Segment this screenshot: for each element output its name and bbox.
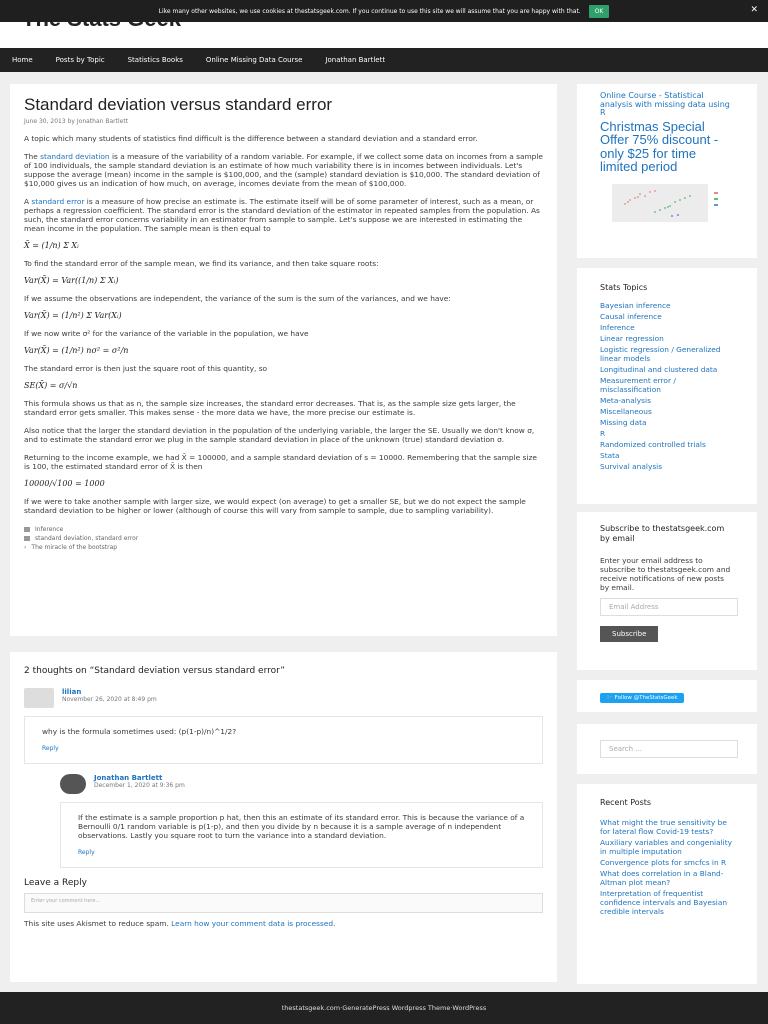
reply-button[interactable]: Reply [42, 745, 59, 752]
recent-post-item[interactable]: What does correlation in a Bland-Altman plot mean? [600, 869, 724, 887]
akismet-link[interactable]: Learn how your comment data is processed. [171, 919, 336, 928]
recent-posts-widget [577, 784, 757, 984]
promo-chart-image[interactable] [600, 182, 736, 226]
topics-title: Stats Topics [600, 283, 648, 292]
topic-item[interactable]: Longitudinal and clustered data [600, 365, 718, 374]
recent-title: Recent Posts [600, 798, 652, 807]
topic-item[interactable]: Missing data [600, 418, 647, 427]
equation-1: X̄ = (1/n) Σ Xᵢ [24, 241, 79, 250]
topic-item[interactable]: Survival analysis [600, 462, 663, 471]
post-date[interactable]: June 30, 2013 [24, 118, 66, 125]
recent-post-item[interactable]: Auxiliary variables and congeniality in multiple imputation [600, 838, 732, 856]
close-icon[interactable]: ✕ [750, 5, 758, 15]
comment-body [60, 802, 543, 868]
email-field[interactable]: Email Address [600, 598, 738, 616]
para-11: If we were to take another sample with larger size, we would expect (on average) to get a smaller SE, but we do not expect the sample standard deviation to be higher or lower (although of course this will vary from sample to sample, due to sampling variability). [24, 497, 526, 515]
para-3 [24, 197, 543, 233]
site-footer [0, 992, 768, 1024]
footer-sep: · [340, 1004, 343, 1012]
cookie-ok-button[interactable]: OK [589, 5, 610, 18]
nav-item-home[interactable]: Home [12, 56, 33, 64]
search-input[interactable]: Search ... [600, 740, 738, 758]
promo-offer[interactable]: Christmas Special Offer 75% discount - only $25 for time limited period [600, 118, 719, 174]
recent-post-item[interactable]: What might the true sensitivity be for lateral flow Covid-19 tests? [600, 818, 727, 836]
subscribe-title: Subscribe to thestatsgeek.com by email [600, 524, 725, 543]
para-7: The standard error is then just the square root of this quantity, so [24, 364, 268, 373]
equation-2: Var(X̄) = Var((1/n) Σ Xᵢ) [24, 276, 119, 285]
topic-item[interactable]: Meta-analysis [600, 396, 651, 405]
twitter-widget [577, 680, 757, 712]
text: is a measure of how precise an estimate is. The estimate itself will be of some parameter of interest, such as a mean, or perhaps a regression coefficient. The standard error is the standard deviation of the estimator in repeated samples from the population. As such, the standard error concerns variability in an estimator from sample to sample. Let's suppose we are interested in estimating the mean income in the population. The sample mean is then equal to [24, 197, 540, 233]
cookie-text: Like many other websites, we use cookies at thestatsgeek.com. If you continue to use this site we will assume that you are happy with that. [158, 7, 581, 15]
comment-text: why is the formula sometimes used: (p(1-p)/n)^1/2? [42, 727, 237, 736]
footer-wordpress-link[interactable]: WordPress [452, 1004, 487, 1012]
footer-site-link[interactable]: thestatsgeek.com [281, 1004, 341, 1012]
category-link[interactable]: Inference [35, 526, 64, 533]
para-10: Returning to the income example, we had X̄ = 100000, and a sample standard deviation of s = 10000. Remembering that the sample size is 100, the estimated standard error of X̄ is then [24, 453, 537, 471]
topic-item[interactable]: Causal inference [600, 312, 662, 321]
nav-item-missing-data-course[interactable]: Online Missing Data Course [205, 56, 303, 64]
avatar [24, 688, 54, 708]
post-author[interactable]: Jonathan Bartlett [76, 118, 129, 125]
link-standard-deviation[interactable]: standard deviation [40, 152, 110, 161]
nav-item-statistics-books[interactable]: Statistics Books [127, 56, 183, 64]
post-by: by [67, 118, 75, 125]
comment-text: If the estimate is a sample proportion p hat, then this an estimate of its standard error. This is because the variance of a Bernoulli 0/1 random variable is p(1-p), and then you divide by n because it is a sample average of n independent observations. Lastly you square root to turn the variance into a standard deviation. [78, 813, 525, 840]
topics-widget [577, 268, 757, 504]
akismet-notice [24, 919, 543, 928]
post-footer-meta [24, 525, 543, 552]
subscribe-text: Enter your email address to subscribe to thestatsgeek.com and receive notifications of new posts by email. [600, 556, 731, 592]
topic-item[interactable]: Randomized controlled trials [600, 440, 706, 449]
chevron-right-icon: › [24, 544, 27, 551]
page-title: Standard deviation versus standard error [24, 95, 333, 114]
topic-item[interactable]: Linear regression [600, 334, 664, 343]
nav-item-posts-by-topic[interactable]: Posts by Topic [55, 56, 105, 64]
para-1: A topic which many students of statistics find difficult is the difference between a standard deviation and a standard error. [24, 134, 478, 143]
comments-section [10, 652, 557, 982]
reply-button[interactable]: Reply [78, 849, 95, 856]
comment [24, 688, 543, 764]
search-widget [577, 724, 757, 774]
para-4: To find the standard error of the sample mean, we find its variance, and then take square roots: [24, 259, 379, 268]
text: is a measure of the variability of a random variable. For example, if we collect some data on incomes from a sample of 100 individuals, the sample standard deviation is an estimate of how much variability there is in incomes between individuals. Let's suppose the average (mean) income in the sample is $100,000, and the (sample) standard deviation is $10,000. The standard deviation of $10,000 gives us an indication of how much, on average, incomes deviate from the mean of $100,000. [24, 152, 543, 188]
para-5: If we assume the observations are independent, the variance of the sum is the sum of the variances, and we have: [24, 294, 451, 303]
comment-body [24, 716, 543, 764]
folder-icon [24, 527, 30, 532]
topic-item[interactable]: Miscellaneous [600, 407, 652, 416]
equation-6: 10000/√100 = 1000 [24, 479, 105, 488]
recent-post-item[interactable]: Convergence plots for smcfcs in R [600, 858, 727, 867]
twitter-follow-label: Follow @TheStatsGeek [614, 695, 678, 701]
para-2 [24, 152, 543, 188]
footer-theme-link[interactable]: GeneratePress Wordpress Theme [342, 1004, 451, 1012]
article [10, 84, 557, 636]
subscribe-widget [577, 512, 757, 670]
main-nav [0, 48, 768, 72]
next-post-link[interactable]: The miracle of the bootstrap [31, 544, 118, 551]
tag-icon [24, 536, 30, 541]
text: This site uses Akismet to reduce spam. [24, 919, 172, 928]
para-8: This formula shows us that as n, the sample size increases, the standard error decreases. That is, as the sample size gets larger, the standard error gets smaller. This makes sense - the more data we have, the more precise our estimate is. [24, 399, 516, 417]
para-6: If we now write σ² for the variance of the variable in the population, we have [24, 329, 309, 338]
equation-3: Var(X̄) = (1/n²) Σ Var(Xᵢ) [24, 311, 122, 320]
topic-item[interactable]: Logistic regression / Generalized linear models [600, 345, 721, 363]
comment-author[interactable]: lilian [62, 688, 82, 696]
cookie-bar [0, 0, 768, 22]
comment-date[interactable]: December 1, 2020 at 9:36 pm [94, 782, 185, 789]
comment-author[interactable]: Jonathan Bartlett [94, 774, 163, 782]
topic-item[interactable]: Measurement error / misclassification [600, 376, 676, 394]
twitter-icon: 🐦 [606, 695, 615, 701]
para-9: Also notice that the larger the standard deviation in the population of the underlying variable, the larger the SE. Usually we don't know σ, and to estimate the standard error we plug in the sample standard deviation in place of the unknown (true) standard deviation σ. [24, 426, 535, 444]
recent-post-item[interactable]: Interpretation of frequentist confidence intervals and Bayesian credible intervals [600, 889, 728, 916]
subscribe-button[interactable]: Subscribe [600, 626, 658, 642]
link-standard-error[interactable]: standard error [31, 197, 85, 206]
nav-item-jonathan-bartlett[interactable]: Jonathan Bartlett [325, 56, 386, 64]
recent-list [600, 818, 734, 916]
tags-link[interactable]: standard deviation, standard error [35, 535, 139, 542]
equation-4: Var(X̄) = (1/n²) nσ² = σ²/n [24, 346, 129, 355]
topics-list [600, 301, 734, 471]
promo-title[interactable]: Online Course - Statistical analysis with missing data using R [600, 91, 730, 117]
text: A [24, 197, 32, 206]
twitter-follow-button[interactable] [600, 693, 684, 703]
leave-reply-title: Leave a Reply [24, 878, 87, 888]
topic-item[interactable]: Bayesian inference [600, 301, 671, 310]
topic-item[interactable]: Inference [600, 323, 635, 332]
topic-item[interactable]: R [600, 429, 606, 438]
post-meta [24, 118, 543, 125]
comment-textarea[interactable]: Enter your comment here... [24, 893, 543, 913]
avatar [60, 774, 86, 794]
comments-title: 2 thoughts on “Standard deviation versus standard error” [24, 666, 285, 676]
equation-5: SE(X̄) = σ/√n [24, 381, 78, 390]
comment [60, 774, 543, 868]
footer-sep: · [450, 1004, 453, 1012]
text: The [24, 152, 41, 161]
promo-widget [577, 84, 757, 258]
topic-item[interactable]: Stata [600, 451, 620, 460]
comment-date[interactable]: November 26, 2020 at 8:49 pm [62, 696, 157, 703]
